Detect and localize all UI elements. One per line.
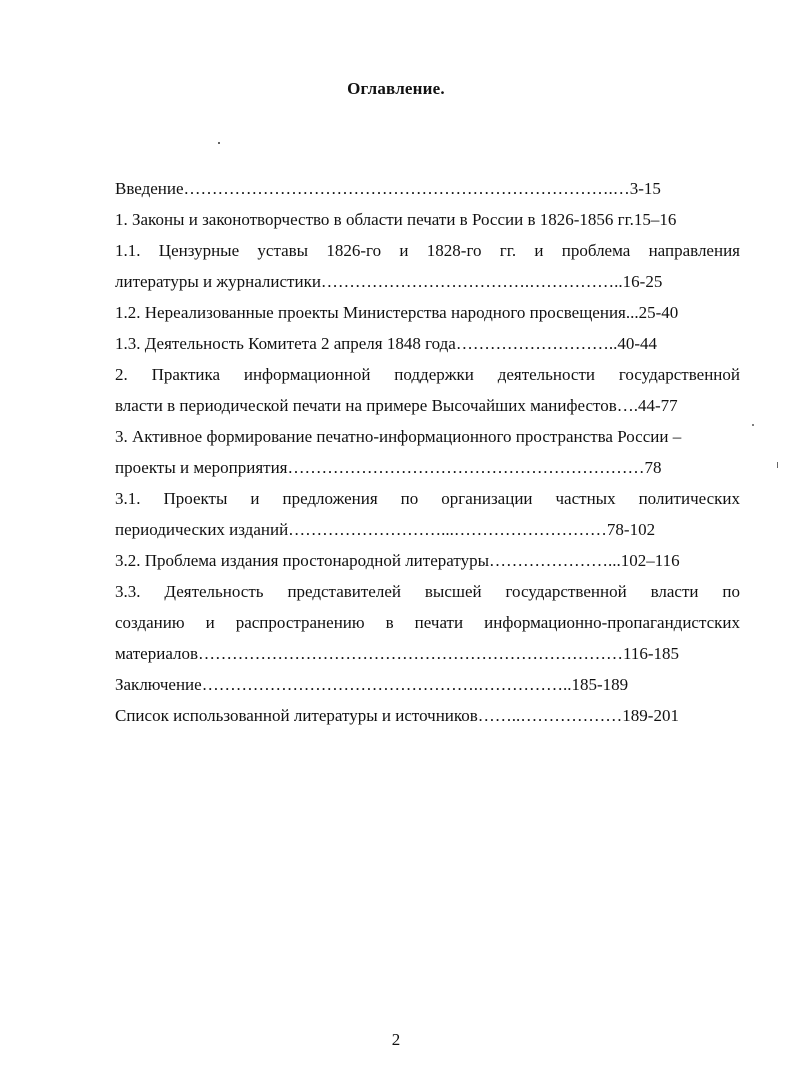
page-title: Оглавление. <box>347 79 445 98</box>
toc-line: 2. Практика информационной поддержки деятельности государственной <box>115 365 740 384</box>
toc-line: периодических изданий………………………...………………………78-102 <box>115 520 656 539</box>
toc-line: 3. Активное формирование печатно-информационного пространства России – <box>115 427 682 446</box>
toc-line: 1.2. Нереализованные проекты Министерства народного просвещения...25-40 <box>115 303 679 322</box>
toc-line: 1.3. Деятельность Комитета 2 апреля 1848 года………………………..40-44 <box>115 334 657 353</box>
toc-line: созданию и распространению в печати информационно-пропагандистских <box>115 613 740 632</box>
toc-line: власти в периодической печати на примере Высочайших манифестов….44-77 <box>115 396 678 415</box>
toc-line: Заключение………………………………………….……………..185-189 <box>115 675 629 694</box>
toc-line: 1.1. Цензурные уставы 1826-го и 1828-го гг. и проблема направления <box>115 241 740 260</box>
scan-speck <box>218 142 220 144</box>
toc-line: материалов…………………………………………………………………116-185 <box>115 644 680 663</box>
page-number: 2 <box>391 1030 401 1049</box>
toc-line: 3.3. Деятельность представителей высшей государственной власти по <box>115 582 740 601</box>
toc-line: 3.1. Проекты и предложения по организации частных политических <box>115 489 740 508</box>
toc-line: литературы и журналистики……………………………….……………..16-25 <box>115 272 663 291</box>
toc-line: Введение………………………………………………………………….…3-15 <box>115 179 661 198</box>
toc-line: 3.2. Проблема издания простонародной литературы…………………...102–116 <box>115 551 680 570</box>
table-of-contents <box>115 173 740 731</box>
toc-line: Список использованной литературы и источников……..………………189-201 <box>115 706 679 725</box>
scan-speck <box>752 424 754 426</box>
scan-speck <box>777 462 778 468</box>
toc-line: 1. Законы и законотворчество в области печати в России в 1826-1856 гг.15–16 <box>115 210 677 229</box>
toc-line: проекты и мероприятия………………………………………………………78 <box>115 458 662 477</box>
